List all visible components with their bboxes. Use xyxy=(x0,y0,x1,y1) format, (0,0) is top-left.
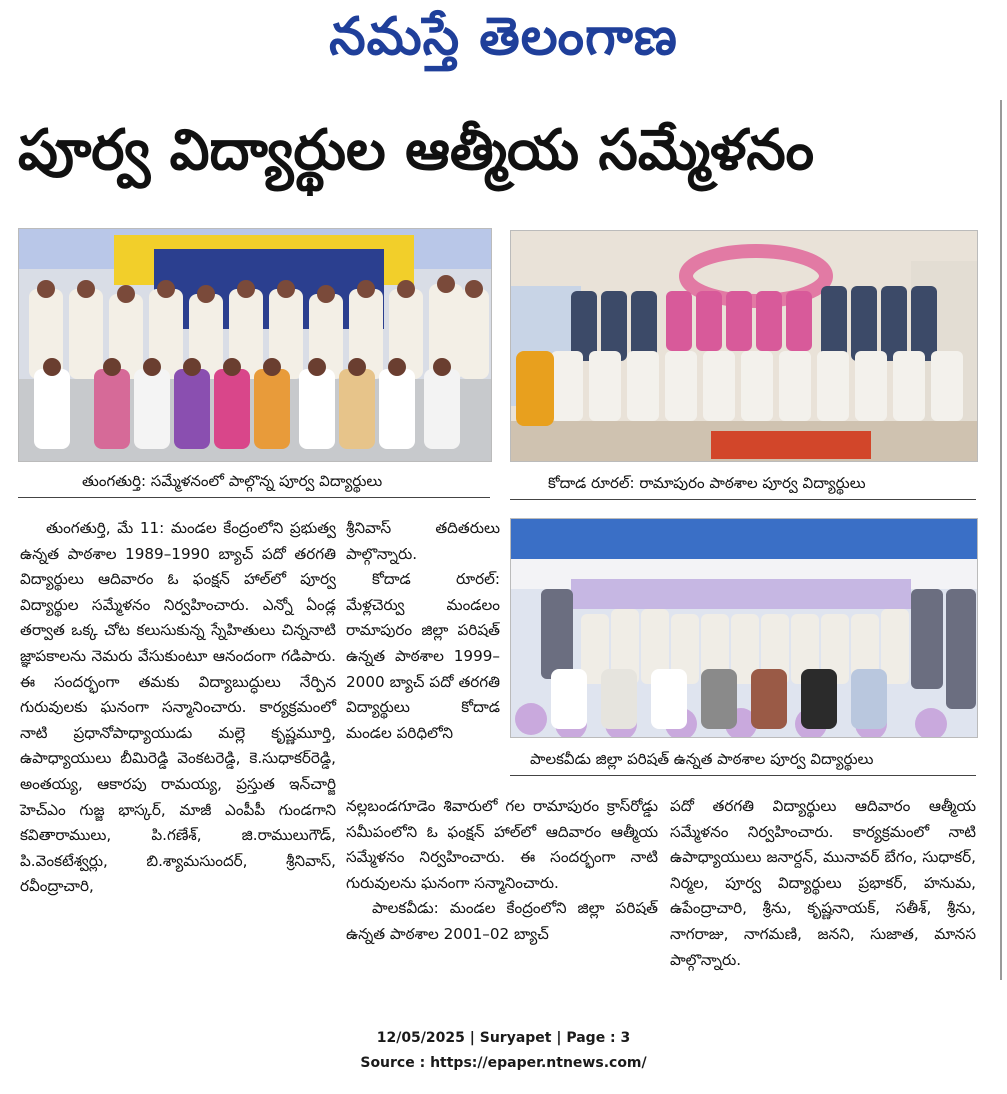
photo3-caption: పాలకవీడు జిల్లా పరిషత్ ఉన్నత పాఠశాల పూర్వ విద్యార్థులు xyxy=(530,750,874,768)
article-paragraph: పాలకవీడు: మండల కేంద్రంలోని జిల్లా పరిషత్ ఉన్నత పాఠశాల 2001–02 బ్యాచ్ xyxy=(346,899,658,943)
page-edge-rule xyxy=(1000,100,1002,980)
article-paragraph: శ్రీనివాస్ తదితరులు పాల్గొన్నారు. xyxy=(346,519,500,563)
article-paragraph: పదో తరగతి విద్యార్థులు ఆదివారం ఆత్మీయ సమ్మేళనం నిర్వహించారు. కార్యక్రమంలో నాటి ఉపాధ్యాయులు జనార్దన్, మునావర్ బేగం, సుధాకర్, నిర్మల, పూర్వ విద్యార్థులు ప్రభాకర్, హనుమ, ఉపేంద్రాచారి, శ్రీను, కృష్ణనాయక్, సతీశ్, శ్రీను, నాగరాజు, నాగమణి, జనని, సుజాత, మానస పాల్గొన్నారు. xyxy=(670,797,976,969)
article-column-1 xyxy=(20,516,336,900)
photo2-caption: కోదాడ రూరల్: రామాపురం పాఠశాల పూర్వ విద్యార్థులు xyxy=(548,474,866,492)
photo1-caption: తుంగతుర్తి: సమ్మేళనంలో పాల్గొన్న పూర్వ విద్యార్థులు xyxy=(82,472,383,490)
photo1-caption-rule xyxy=(18,497,490,498)
photo-palakaveedu-alumni xyxy=(510,518,978,738)
photo3-caption-rule xyxy=(510,775,976,776)
article-paragraph: నల్లబండగూడెం శివారులో గల రామాపురం క్రాస్‌రోడ్డు సమీపంలోని ఓ ఫంక్షన్ హాల్‌లో ఆదివారం ఆత్మీయ సమ్మేళనం నిర్వహించారు. ఈ సందర్భంగా నాటి గురువులను ఘనంగా సన్మానించారు. xyxy=(346,797,658,892)
article-paragraph: తుంగతుర్తి, మే 11: మండల కేంద్రంలోని ప్రభుత్వ ఉన్నత పాఠశాల 1989–1990 బ్యాచ్ పదో తరగతి విద్యార్థులు ఆదివారం ఓ ఫంక్షన్ హాల్‌లో పూర్వ విద్యార్థుల సమ్మేళనం నిర్వహించారు. ఎన్నో ఏండ్ల తర్వాత ఒక్క చోట కలుసుకున్న స్నేహితులు చిన్ననాటి జ్ఞాపకాలను నెమరు వేసుకుంటూ ఆనందంగా గడిపారు. ఈ సందర్భంగా తమకు విద్యాబుద్ధులు నేర్పిన గురువులకు ఘనంగా సన్మానించారు. కార్యక్రమంలో నాటి ప్రధానోపాధ్యాయుడు మల్లె కృష్ణమూర్తి, ఉపాధ్యాయులు బీమిరెడ్డి వెంకటరెడ్డి, కె.సుధాకర్‌రెడ్డి, అంతయ్య, ఆకారపు రామయ్య, ప్రస్తుత ఇన్‌చార్జి హెచ్‌ఎం గుజ్జ భాస్కర్, మాజీ ఎంపీపీ గుండగాని కవితారాములు, పి.గణేశ్, జి.రాములుగౌడ్, పి.వెంకటేశ్వర్లు, బి.శ్యామసుందర్, శ్రీనివాస్, రవీంద్రాచారి, xyxy=(20,519,336,896)
masthead-logo: నమస్తే తెలంగాణ xyxy=(329,6,678,67)
photo2-caption-rule xyxy=(510,499,976,500)
article-column-3 xyxy=(670,794,976,973)
photo-kodad-rural-alumni xyxy=(510,230,978,462)
article-paragraph: కోదాడ రూరల్: మేళ్లచెర్వు మండలం రామాపురం జిల్లా పరిషత్ ఉన్నత పాఠశాల 1999–2000 బ్యాచ్ పదో తరగతి విద్యార్థులు కోదాడ మండల పరిధిలోని xyxy=(346,570,500,742)
photo-thungathurthi-alumni xyxy=(18,228,492,462)
article-column-2-bottom xyxy=(346,794,658,948)
headline: పూర్వ విద్యార్థుల ఆత్మీయ సమ్మేళనం xyxy=(18,118,815,183)
footer-date-edition: 12/05/2025 | Suryapet | Page : 3 xyxy=(376,1030,631,1046)
footer-source: Source : https://epaper.ntnews.com/ xyxy=(360,1055,647,1071)
article-column-2-top xyxy=(346,516,500,746)
